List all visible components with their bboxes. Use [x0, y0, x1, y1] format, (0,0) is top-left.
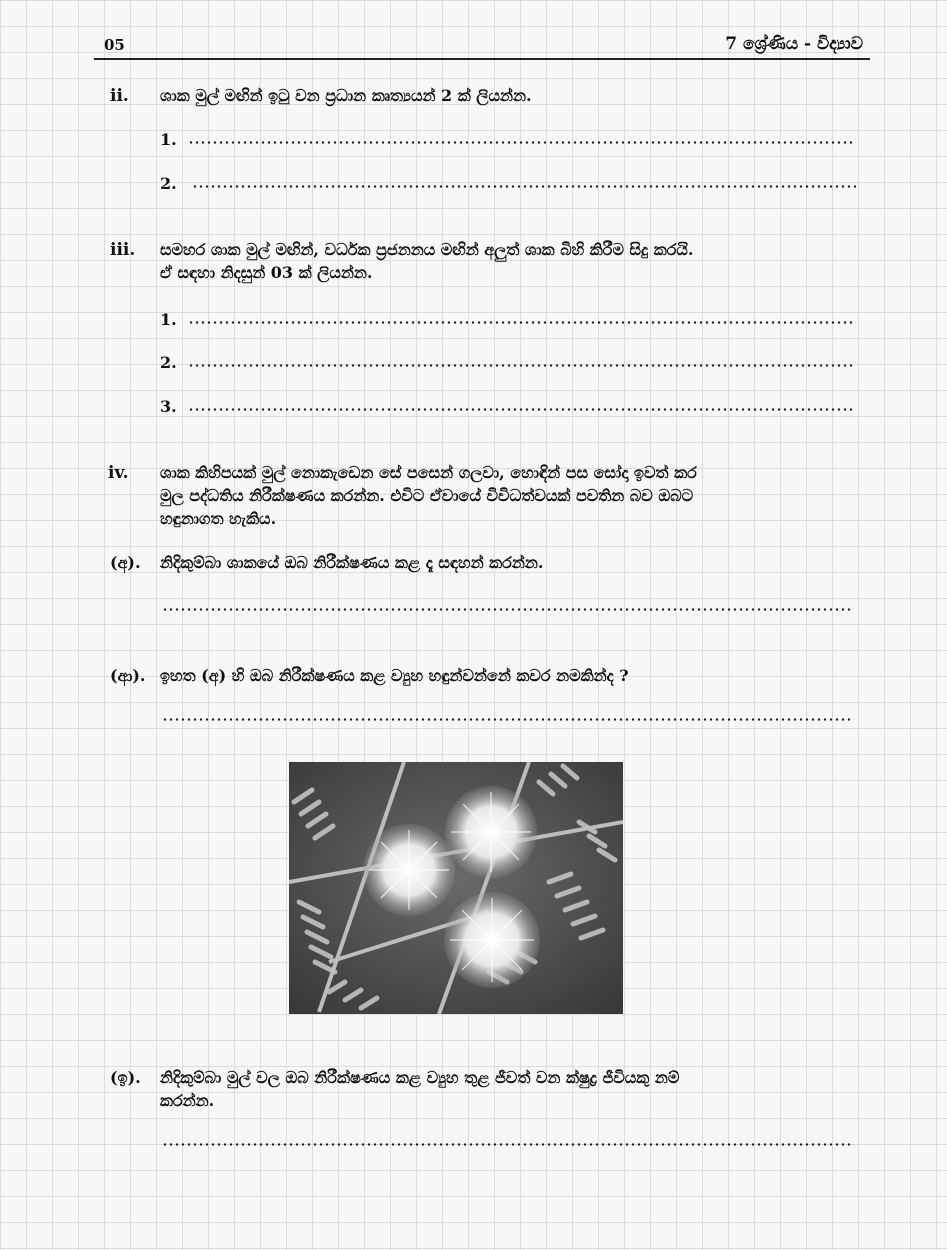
page-number: 05: [104, 36, 125, 54]
answer-ii-1-number: 1.: [160, 130, 177, 149]
question-iii-label: iii.: [110, 240, 136, 260]
question-iii-text-line2: ඒ සඳහා නිදසුන් 03 ක් ලියන්න.: [160, 263, 373, 282]
question-i-text-line1: නිදිකුම්බා මුල් වල ඔබ නිරීක්ෂණය කළ ව්‍යුහ තුළ ජීවත් වන ක්ෂුද්‍ර ජීවියකු නම්: [160, 1068, 680, 1087]
question-ii-text: ශාක මුල් මඟින් ඉටු වන ප්‍රධාන කෘත්‍යයන් 2 ක් ලියන්න.: [160, 86, 532, 105]
answer-iii-2-number: 2.: [160, 353, 177, 372]
page-header-title: 7 ශ්‍රේණිය - විද්‍යාව: [725, 34, 863, 54]
mimosa-flower-photo: [289, 762, 623, 1014]
answer-iii-1-number: 1.: [160, 310, 177, 329]
answer-aa-line[interactable]: [162, 718, 854, 721]
question-i-label: (ඉ).: [110, 1068, 141, 1087]
question-i-text-line2: කරන්න.: [160, 1091, 215, 1110]
answer-iii-3-number: 3.: [160, 397, 177, 416]
question-iv-label: iv.: [108, 463, 129, 483]
header-rule: [94, 58, 870, 60]
question-iv-text-line1: ශාක කිහිපයක් මුල් නොකැඩෙන සේ පසෙන් ගලවා, හොඳින් පස සෝදා ඉවත් කර: [160, 463, 697, 482]
answer-ii-2-number: 2.: [160, 174, 177, 193]
question-iv-text-line3: හඳුනාගත හැකිය.: [160, 509, 277, 528]
answer-a-line[interactable]: [162, 608, 854, 611]
answer-ii-2-line[interactable]: [192, 185, 856, 188]
question-a-text: නිදිකුම්බා ශාකයේ ඔබ නිරීක්ෂණය කළ දෑ සඳහන් කරන්න.: [160, 553, 544, 572]
answer-ii-1-line[interactable]: [188, 141, 856, 144]
answer-iii-3-line[interactable]: [188, 408, 854, 411]
answer-iii-2-line[interactable]: [188, 364, 854, 367]
question-aa-text: ඉහත (අ) හි ඔබ නිරීක්ෂණය කළ ව්‍යුහ හඳුන්වන්නේ කවර නමකින්ද ?: [160, 666, 629, 685]
answer-i-line[interactable]: [162, 1143, 854, 1146]
question-iii-text-line1: සමහර ශාක මුල් මඟින්, වර්ධක ප්‍රජනනය මඟින් අලුත් ශාක බිහි කිරීම සිදු කරයි.: [160, 240, 694, 259]
answer-iii-1-line[interactable]: [188, 321, 856, 324]
question-iv-text-line2: මුල පද්ධතිය නිරීක්ෂණය කරන්න. එවිට ඒවායේ විවිධත්වයක් පවතින බව ඔබට: [160, 486, 694, 505]
question-a-label: (අ).: [110, 553, 141, 572]
question-aa-label: (ආ).: [110, 666, 146, 685]
question-ii-label: ii.: [110, 86, 129, 106]
